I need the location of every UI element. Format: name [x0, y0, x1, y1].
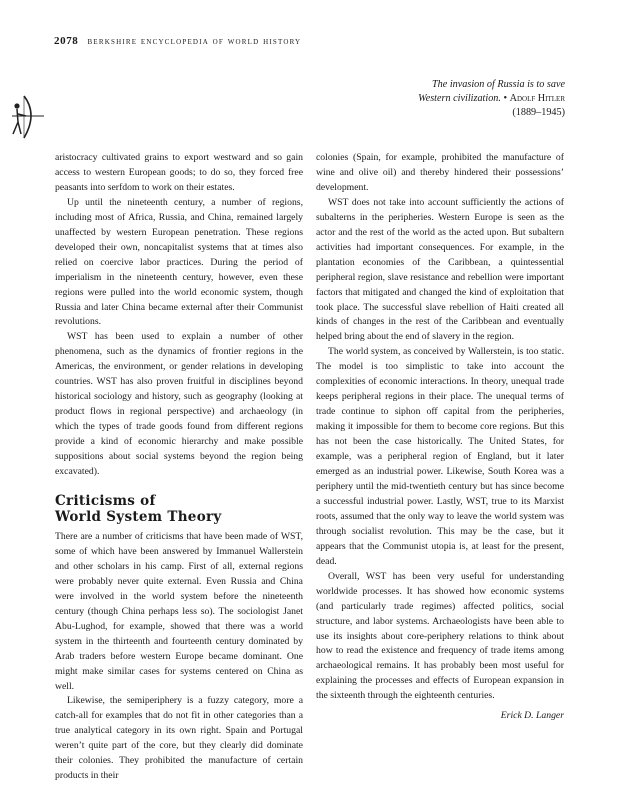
paragraph: Up until the nineteenth century, a number of regions, including most of Africa, Russia, and China, remained largely unaffected by western European penetration. These regions developed their own, noncapitalist systems that at times also relied on coercive labor practices. During the period of imperialism in the nineteenth century, however, even these regions were pulled into the world economic system, though Russia and later China became external after their Communist revolutions. [55, 196, 303, 328]
book-title: berkshire encyclopedia of world history [87, 36, 302, 47]
paragraph: Overall, WST has been very useful for understanding worldwide processes. It has showed how economic systems (and particularly trade regimes) affected politics, social structure, and labor systems. Archaeologists have been able to use its insights about core-periphery relations to think about how to read the existence and frequency of trade items among archaeological remains. It has probably been most useful for explaining the processes and effects of European expansion in the sixteenth through the eighteenth centuries. [316, 570, 564, 702]
paragraph: Likewise, the semiperiphery is a fuzzy category, more a catch-all for examples that do not fit in other categories than a true analytical category in its own right. Spain and Portugal weren’t quite part of the core, but they clearly did dominate their colonies. They prohibited the manufacture of certain products in their [55, 695, 303, 782]
archer-icon [10, 92, 50, 148]
epigraph-author: Adolf Hitler [509, 93, 565, 104]
section-heading-line1: Criticisms of [55, 492, 156, 509]
page-number: 2078 [54, 35, 79, 47]
epigraph-quote-line1: The invasion of Russia is to save [432, 79, 565, 90]
section-heading [55, 493, 303, 526]
paragraph: There are a number of criticisms that have been made of WST, some of which have been answered by Immanuel Wallerstein and other scholars in his camp. First of all, external regions were probably never quite external. Even Russia and China were involved in the world system before the nineteenth century (though China perhaps less so). The sociologist Janet Abu-Lughod, for example, showed that there was a world system in the thirteenth and fourteenth century dominated by Arab traders before western Europe became dominant. One might make similar cases for systems centered on China as well. [55, 530, 303, 692]
paragraph: aristocracy cultivated grains to export westward and so gain access to western European goods; to do so, they forced free peasants into serfdom to work on their estates. [55, 152, 303, 193]
epigraph-quote-line2: Western civilization. [418, 93, 501, 104]
epigraph-dates: (1889–1945) [512, 107, 565, 118]
paragraph: The world system, as conceived by Wallerstein, is too static. The model is too simplistic to take into account the complexities of economic interactions. In theory, unequal trade keeps peripheral regions in their place. The unequal terms of trade continue to siphon off capital from the peripheries, making it impossible for them to become core regions. But this has not been the case historically. The United States, for example, was a peripheral region of England, but it later emerged as an industrial power. Likewise, South Korea was a periphery until the mid-twentieth century but has since become a successful industrial power. Lastly, WST, true to its Marxist roots, assumed that the only way to leave the world system was through socialist revolution. This may be the case, but it appears that the Communist utopia is, at least for the present, dead. [316, 346, 564, 567]
author-byline: Erick D. Langer [500, 710, 564, 722]
section-heading-line2: World System Theory [55, 509, 222, 526]
paragraph: WST has been used to explain a number of other phenomena, such as the dynamics of frontier regions in the Americas, the environment, or gender relations in developing countries. WST has also proven fruitful in disciplines beyond historical sociology and history, such as geography (looking at product flows in regional perspective) and archaeology (in which the types of trade goods found from different regions provide a kind of economic hierarchy and make possible suppositions about social systems beyond the region being excavated). [55, 331, 303, 478]
epigraph [418, 78, 565, 120]
left-column [55, 151, 303, 784]
running-head [54, 35, 301, 47]
epigraph-bullet: • [503, 93, 508, 104]
right-column [316, 151, 564, 724]
paragraph: colonies (Spain, for example, prohibited the manufacture of wine and olive oil) and thereby hindered their possessions’ development. [316, 152, 564, 193]
paragraph: WST does not take into account sufficiently the actions of subalterns in the peripheries. Western Europe is seen as the actor and the rest of the world as the acted upon. But subaltern activities had important consequences. For example, in the plantation economies of the Caribbean, a quintessential peripheral region, slave resistance and rebellion were important factors that mitigated and changed the kind of exploitation that took place. The successful slave rebellion of Haiti created all kinds of changes in the rest of the Caribbean and eventually helped bring about the end of slavery in the region. [316, 196, 564, 343]
